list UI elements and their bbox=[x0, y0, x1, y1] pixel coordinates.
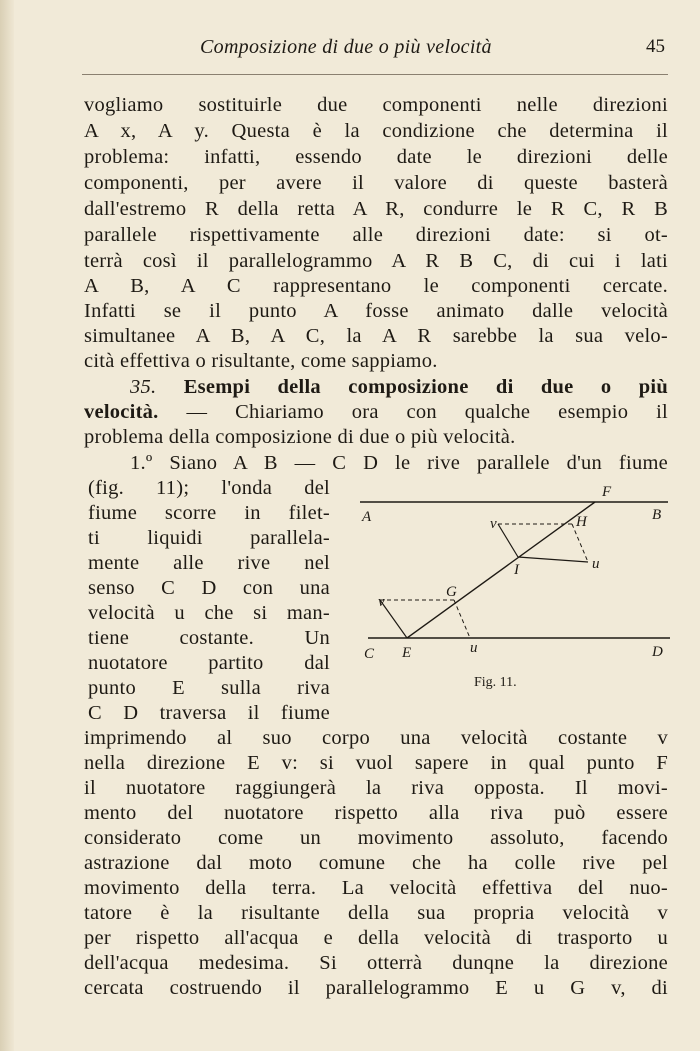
running-title: Composizione di due o più velocità bbox=[200, 36, 492, 58]
text-line: vogliamo sostituirle due componenti nelle direzioni bbox=[84, 94, 668, 116]
label-g: G bbox=[446, 584, 457, 600]
label-b: B bbox=[652, 507, 662, 523]
text-line: per rispetto all'acqua e della velocità di trasporto u bbox=[84, 927, 668, 949]
header-rule bbox=[82, 74, 668, 75]
text-line: movimento della terra. La velocità effettiva del nuo- bbox=[84, 877, 668, 899]
text-line-narrow: punto E sulla riva bbox=[88, 677, 330, 699]
text-line: mento del nuotatore rispetto alla riva può essere bbox=[84, 802, 668, 824]
text-line-narrow: tiene costante. Un bbox=[88, 627, 330, 649]
text-line: il nuotatore raggiungerà la riva opposta. Il movi- bbox=[84, 777, 668, 799]
velocity-u-line-i bbox=[518, 557, 588, 562]
text-line-narrow: ti liquidi parallela- bbox=[88, 527, 330, 549]
text-line: nella direzione E v: si vuol sapere in qual punto F bbox=[84, 752, 668, 774]
label-f: F bbox=[602, 484, 612, 500]
section-title-continued: velocità. bbox=[84, 401, 159, 423]
text-line: simultanee A B, A C, la A R sarebbe la sua velo- bbox=[84, 325, 668, 347]
text-line-narrow: C D traversa il fiume bbox=[88, 702, 330, 724]
text-line-narrow: fiume scorre in filet- bbox=[88, 502, 330, 524]
example-line: 1.º Siano A B — C D le rive parallele d'un fiume bbox=[130, 452, 668, 474]
text-line-narrow: mente alle rive nel bbox=[88, 552, 330, 574]
section-text: — Chiariamo ora con qualche esempio il bbox=[186, 401, 668, 423]
dashed-g-to-u bbox=[454, 600, 470, 638]
page-number: 45 bbox=[646, 36, 665, 57]
text-line: componenti, per avere il valore di queste basterà bbox=[84, 172, 668, 194]
text-line: dell'acqua medesima. Si otterrà dunqne la direzione bbox=[84, 952, 668, 974]
section-title: Esempi della composizione di due o più bbox=[183, 376, 668, 398]
text-line-narrow: (fig. 11); l'onda del bbox=[88, 477, 330, 499]
text-line: A B, A C rappresentano le componenti cercate. bbox=[84, 275, 668, 297]
section-heading-line bbox=[130, 374, 668, 400]
label-e: E bbox=[402, 645, 412, 661]
label-d: D bbox=[652, 644, 663, 660]
label-u-middle: u bbox=[592, 556, 600, 572]
section-line-2 bbox=[84, 399, 668, 425]
text-line-narrow: nuotatore partito dal bbox=[88, 652, 330, 674]
text-line: terrà così il parallelogrammo A R B C, di cui i lati bbox=[84, 250, 668, 272]
label-i: I bbox=[514, 562, 519, 578]
figure-11 bbox=[350, 476, 680, 691]
label-v-left: v bbox=[378, 594, 385, 610]
text-line: Infatti se il punto A fosse animato dalle velocità bbox=[84, 300, 668, 322]
section-number: 35. bbox=[130, 376, 157, 398]
text-line: A x, A y. Questa è la condizione che determina il bbox=[84, 120, 668, 142]
text-line: parallele rispettivamente alle direzioni date: si ot- bbox=[84, 224, 668, 246]
text-line: problema della composizione di due o più velocità. bbox=[84, 426, 516, 448]
text-line: imprimendo al suo corpo una velocità costante v bbox=[84, 727, 668, 749]
page-edge-shadow bbox=[0, 0, 14, 1051]
text-line: tatore è la risultante della sua propria velocità v bbox=[84, 902, 668, 924]
text-line-narrow: senso C D con una bbox=[88, 577, 330, 599]
label-u-bottom: u bbox=[470, 640, 478, 656]
text-line: astrazione dal moto comune che ha colle rive pel bbox=[84, 852, 668, 874]
text-line: considerato come un movimento assoluto, facendo bbox=[84, 827, 668, 849]
text-line-narrow: velocità u che si man- bbox=[88, 602, 330, 624]
figure-11-diagram bbox=[350, 476, 680, 691]
label-c: C bbox=[364, 646, 375, 662]
text-line: dall'estremo R della retta A R, condurre le R C, R B bbox=[84, 198, 668, 220]
label-a: A bbox=[362, 509, 372, 525]
label-h: H bbox=[576, 514, 587, 530]
resultant-line-ef bbox=[407, 502, 595, 638]
label-v-top: v bbox=[490, 516, 497, 532]
text-line: cercata costruendo il parallelogrammo E u G v, di bbox=[84, 977, 668, 999]
text-line: cità effettiva o risultante, come sappiamo. bbox=[84, 350, 438, 372]
velocity-v-line-i bbox=[498, 524, 518, 557]
figure-caption: Fig. 11. bbox=[474, 675, 517, 690]
text-line: problema: infatti, essendo date le direzioni delle bbox=[84, 146, 668, 168]
